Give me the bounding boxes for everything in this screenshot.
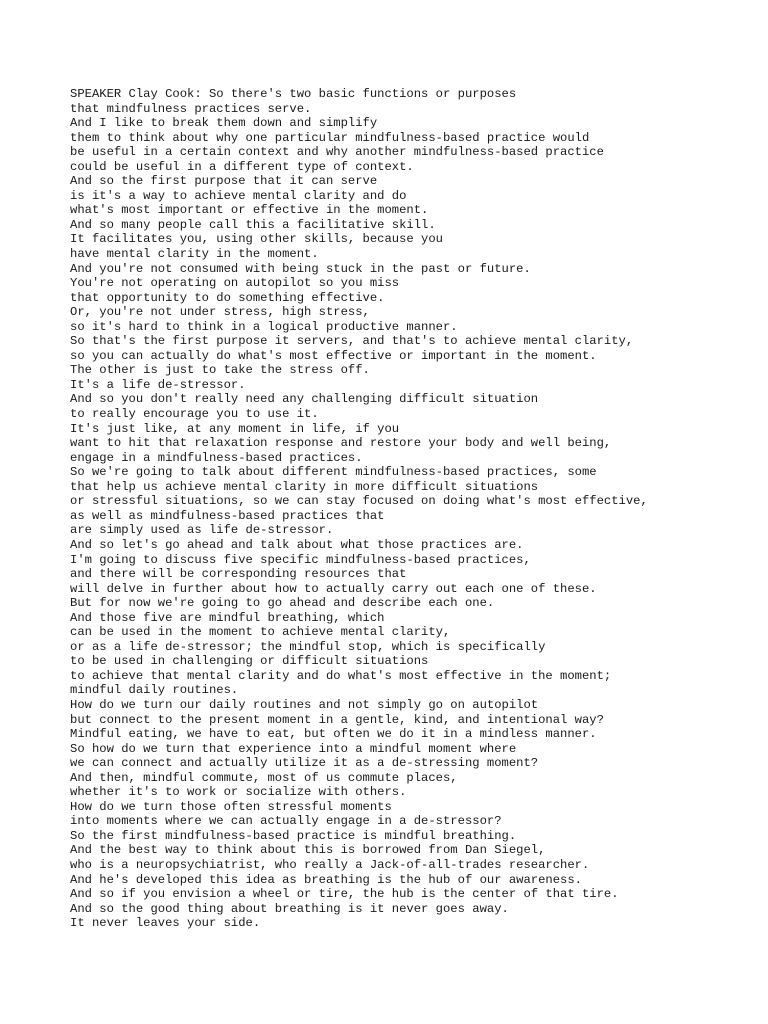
transcript-line: to achieve that mental clarity and do what's most effective in the moment;: [70, 668, 612, 683]
transcript-line: who is a neuropsychiatrist, who really a Jack-of-all-trades researcher.: [70, 857, 590, 872]
transcript-line: that help us achieve mental clarity in more difficult situations: [70, 479, 539, 494]
transcript-line: And those five are mindful breathing, which: [70, 610, 385, 625]
transcript-line: have mental clarity in the moment.: [70, 247, 319, 262]
transcript-line: into moments where we can actually engage in a de-stressor?: [70, 814, 502, 829]
transcript-line: whether it's to work or socialize with others.: [70, 785, 407, 800]
transcript-line: we can connect and actually utilize it as a de-stressing moment?: [70, 756, 539, 771]
transcript-line: or stressful situations, so we can stay focused on doing what's most effective,: [70, 494, 648, 509]
transcript-line: So we're going to talk about different mindfulness-based practices, some: [70, 465, 597, 480]
transcript-line: And I like to break them down and simplify: [70, 116, 378, 131]
transcript-line: And so you don't really need any challenging difficult situation: [70, 392, 539, 407]
transcript-line: want to hit that relaxation response and restore your body and well being,: [70, 436, 612, 451]
transcript-line: And so if you envision a wheel or tire, the hub is the center of that tire.: [70, 887, 619, 902]
transcript-line: be useful in a certain context and why another mindfulness-based practice: [70, 145, 604, 160]
transcript-line: mindful daily routines.: [70, 683, 239, 698]
transcript-line: and there will be corresponding resources that: [70, 567, 407, 582]
transcript-line: as well as mindfulness-based practices that: [70, 508, 385, 523]
transcript-line: And you're not consumed with being stuck in the past or future.: [70, 261, 531, 276]
transcript-line: And so let's go ahead and talk about what those practices are.: [70, 537, 524, 552]
transcript-line: are simply used as life de-stressor.: [70, 523, 334, 538]
transcript-line: that opportunity to do something effective.: [70, 290, 385, 305]
transcript-line: them to think about why one particular mindfulness-based practice would: [70, 130, 590, 145]
transcript-line: How do we turn those often stressful moments: [70, 799, 392, 814]
transcript-line: It's just like, at any moment in life, if you: [70, 421, 400, 436]
transcript-line: The other is just to take the stress off.: [70, 363, 370, 378]
transcript-line: Or, you're not under stress, high stress,: [70, 305, 370, 320]
transcript-line: engage in a mindfulness-based practices.: [70, 450, 363, 465]
transcript-line: You're not operating on autopilot so you miss: [70, 276, 400, 291]
transcript-line: It's a life de-stressor.: [70, 377, 246, 392]
transcript-line: It never leaves your side.: [70, 916, 261, 931]
transcript-line: that mindfulness practices serve.: [70, 101, 312, 116]
transcript-line: I'm going to discuss five specific mindfulness-based practices,: [70, 552, 531, 567]
transcript-line: But for now we're going to go ahead and describe each one.: [70, 596, 495, 611]
transcript-line: And then, mindful commute, most of us commute places,: [70, 770, 458, 785]
transcript-text: [70, 87, 750, 931]
transcript-line: or as a life de-stressor; the mindful stop, which is specifically: [70, 639, 546, 654]
transcript-line: to be used in challenging or difficult situations: [70, 654, 429, 669]
transcript-line: And so the good thing about breathing is it never goes away.: [70, 901, 509, 916]
transcript-line: is it's a way to achieve mental clarity and do: [70, 188, 407, 203]
transcript-line: So how do we turn that experience into a mindful moment where: [70, 741, 517, 756]
transcript-line: It facilitates you, using other skills, because you: [70, 232, 443, 247]
transcript-line: SPEAKER Clay Cook: So there's two basic functions or purposes: [70, 87, 517, 101]
transcript-line: How do we turn our daily routines and not simply go on autopilot: [70, 697, 539, 712]
transcript-line: what's most important or effective in the moment.: [70, 203, 429, 218]
transcript-line: will delve in further about how to actually carry out each one of these.: [70, 581, 597, 596]
transcript-line: And so many people call this a facilitative skill.: [70, 217, 436, 232]
transcript-line: So that's the first purpose it servers, and that's to achieve mental clarity,: [70, 334, 634, 349]
transcript-line: could be useful in a different type of context.: [70, 159, 414, 174]
transcript-line: so you can actually do what's most effective or important in the moment.: [70, 348, 597, 363]
transcript-line: And so the first purpose that it can serve: [70, 174, 378, 189]
transcript-line: And the best way to think about this is borrowed from Dan Siegel,: [70, 843, 546, 858]
transcript-line: And he's developed this idea as breathing is the hub of our awareness.: [70, 872, 582, 887]
transcript-line: Mindful eating, we have to eat, but often we do it in a mindless manner.: [70, 727, 597, 742]
transcript-line: so it's hard to think in a logical productive manner.: [70, 319, 458, 334]
transcript-line: but connect to the present moment in a gentle, kind, and intentional way?: [70, 712, 604, 727]
transcript-line: can be used in the moment to achieve mental clarity,: [70, 625, 451, 640]
transcript-line: to really encourage you to use it.: [70, 407, 319, 422]
transcript-line: So the first mindfulness-based practice is mindful breathing.: [70, 828, 517, 843]
